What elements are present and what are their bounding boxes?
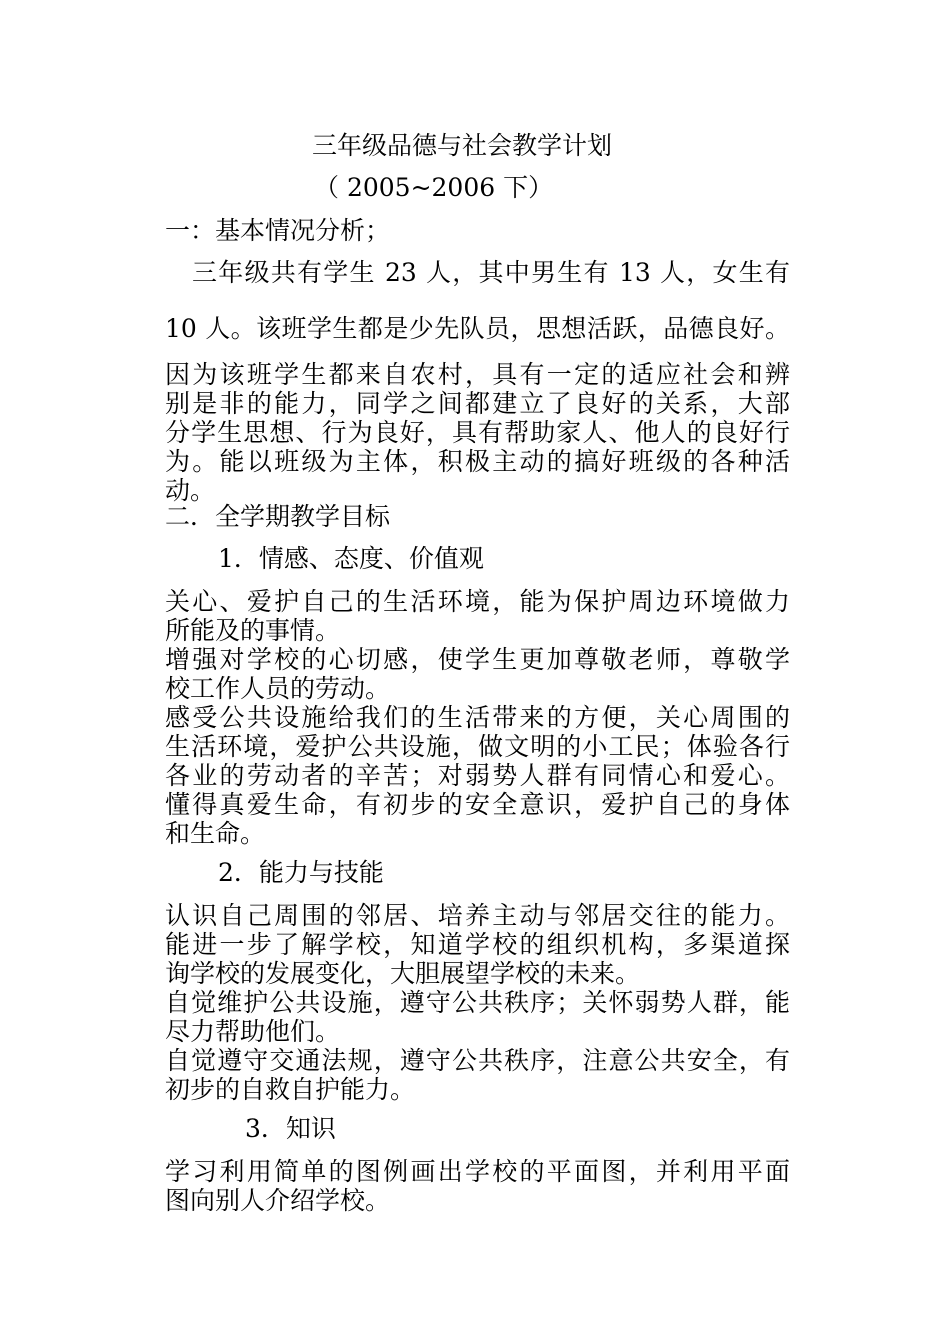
paragraph-line: 和生命。 [165, 819, 266, 848]
paragraph-line: 自觉遵守交通法规，遵守公共秩序，注意公共安全，有 [165, 1046, 790, 1075]
paragraph-line: 能进一步了解学校，知道学校的组织机构，多渠道探 [165, 930, 790, 959]
section-heading-semester-goals: 二．全学期教学目标 [165, 502, 391, 531]
paragraph-line: 为。能以班级为主体，积极主动的搞好班级的各种活 [165, 447, 790, 476]
subsection-heading-emotion: 1．情感、态度、价值观 [218, 544, 484, 573]
paragraph-line: 动。 [165, 476, 216, 505]
document-subtitle: （ 2005~2006 下） [314, 173, 554, 202]
paragraph-line: 校工作人员的劳动。 [165, 674, 391, 703]
paragraph-line: 生活环境，爱护公共设施，做文明的小工民；体验各行 [165, 732, 790, 761]
paragraph-line: 分学生思想、行为良好，具有帮助家人、他人的良好行 [165, 418, 790, 447]
paragraph-line: 询学校的发展变化，大胆展望学校的未来。 [165, 959, 641, 988]
paragraph-line: 10 人。该班学生都是少先队员，思想活跃，品德良好。 [165, 314, 790, 343]
paragraph-line: 所能及的事情。 [165, 616, 341, 645]
paragraph-line: 各业的劳动者的辛苦；对弱势人群有同情心和爱心。 [165, 761, 790, 790]
paragraph-line: 自觉维护公共设施，遵守公共秩序；关怀弱势人群，能 [165, 988, 790, 1017]
subsection-heading-knowledge: 3．知识 [245, 1114, 336, 1143]
section-heading-basic-situation: 一：基本情况分析； [165, 216, 391, 245]
paragraph-line: 增强对学校的心切感，使学生更加尊敬老师，尊敬学 [165, 645, 790, 674]
subsection-heading-ability: 2．能力与技能 [218, 858, 384, 887]
paragraph-line: 图向别人介绍学校。 [165, 1186, 391, 1215]
paragraph-line: 因为该班学生都来自农村，具有一定的适应社会和辨 [165, 360, 790, 389]
paragraph-line: 认识自己周围的邻居、培养主动与邻居交往的能力。 [165, 901, 790, 930]
paragraph-line: 关心、爱护自己的生活环境，能为保护周边环境做力 [165, 587, 790, 616]
document-title: 三年级品德与社会教学计划 [312, 131, 613, 160]
paragraph-line: 感受公共设施给我们的生活带来的方便，关心周围的 [165, 703, 790, 732]
paragraph-line: 初步的自救自护能力。 [165, 1075, 416, 1104]
paragraph-line: 三年级共有学生 23 人，其中男生有 13 人，女生有 [192, 258, 790, 287]
paragraph-line: 懂得真爱生命，有初步的安全意识，爱护自己的身体 [165, 790, 790, 819]
paragraph-line: 尽力帮助他们。 [165, 1017, 341, 1046]
paragraph-line: 别是非的能力，同学之间都建立了良好的关系，大部 [165, 389, 790, 418]
paragraph-line: 学习利用简单的图例画出学校的平面图，并利用平面 [165, 1157, 790, 1186]
